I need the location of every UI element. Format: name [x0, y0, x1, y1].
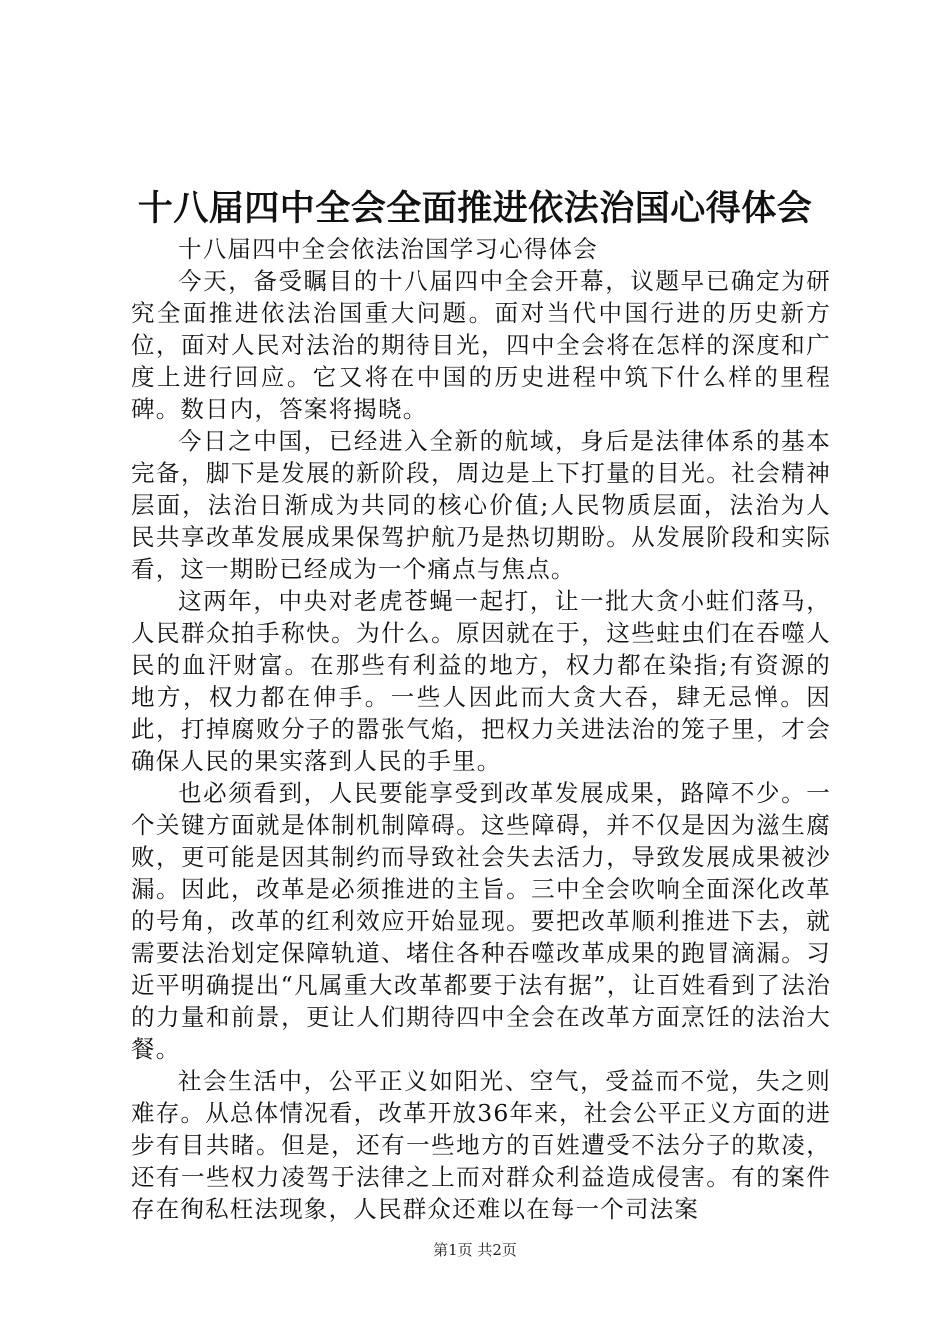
- paragraph-5: 社会生活中，公平正义如阳光、空气，受益而不觉，失之则难存。从总体情况看，改革开放36年来，社会公平正义方面的进步有目共睹。但是，还有一些地方的百姓遭受不法分子的欺凌，还有一些权力凌驾于法律之上而对群众利益造成侵害。有的案件存在徇私枉法现象，人民群众还难以在每一个司法案: [131, 1067, 831, 1223]
- document-body: [131, 233, 831, 1225]
- paragraph-1: 今天，备受瞩目的十八届四中全会开幕，议题早已确定为研究全面推进依法治国重大问题。面对当代中国行进的历史新方位，面对人民对法治的期待目光，四中全会将在怎样的深度和广度上进行回应。它又将在中国的历史进程中筑下什么样的里程碑。数日内，答案将揭晓。: [131, 267, 831, 423]
- paragraph-4: 也必须看到，人民要能享受到改革发展成果，路障不少。一个关键方面就是体制机制障碍。这些障碍，并不仅是因为滋生腐败，更可能是因其制约而导致社会失去活力，导致发展成果被沙漏。因此，改革是必须推进的主旨。三中全会吹响全面深化改革的号角，改革的红利效应开始显现。要把改革顺利推进下去，就需要法治划定保障轨道、堵住各种吞噬改革成果的跑冒滴漏。习近平明确提出“凡属重大改革都要于法有据”，让百姓看到了法治的力量和前景，更让人们期待四中全会在改革方面烹饪的法治大餐。: [131, 779, 831, 1063]
- paragraph-3: 这两年，中央对老虎苍蝇一起打，让一批大贪小蛀们落马，人民群众拍手称快。为什么。原因就在于，这些蛀虫们在吞噬人民的血汗财富。在那些有利益的地方，权力都在染指;有资源的地方，权力都在伸手。一些人因此而大贪大吞，肆无忌惮。因此，打掉腐败分子的嚣张气焰，把权力关进法治的笼子里，才会确保人民的果实落到人民的手里。: [131, 587, 831, 775]
- document-title: 十八届四中全会全面推进依法治国心得体会: [137, 188, 813, 229]
- page-number-label: 第1页 共2页: [433, 1241, 517, 1259]
- document-subtitle: 十八届四中全会依法治国学习心得体会: [178, 235, 598, 263]
- paragraph-2: 今日之中国，已经进入全新的航域，身后是法律体系的基本完备，脚下是发展的新阶段，周边是上下打量的目光。社会精神层面，法治日渐成为共同的核心价值;人民物质层面，法治为人民共享改革发展成果保驾护航乃是热切期盼。从发展阶段和实际看，这一期盼已经成为一个痛点与焦点。: [131, 427, 831, 583]
- page-footer: [0, 1240, 950, 1260]
